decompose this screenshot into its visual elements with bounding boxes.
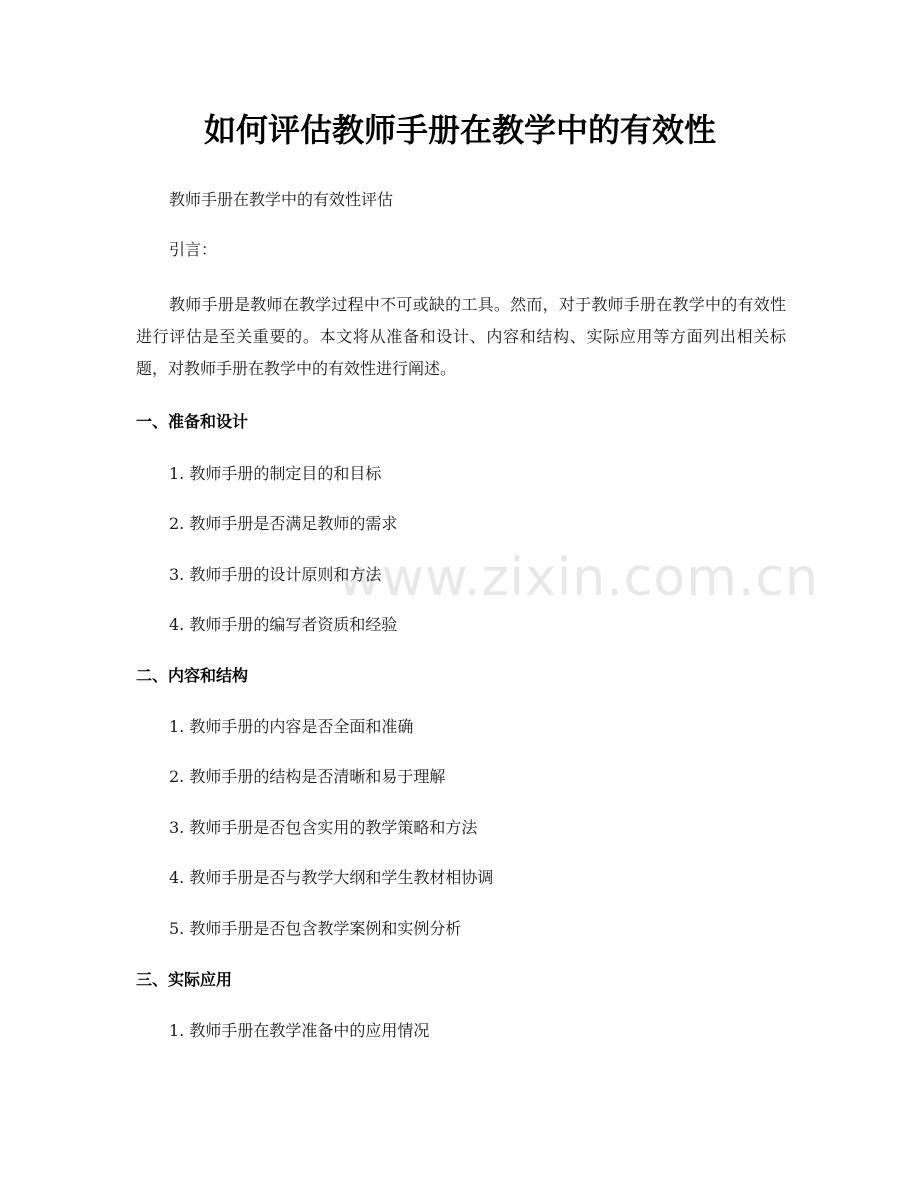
list-item: 1. 教师手册的制定目的和目标 — [169, 464, 382, 483]
list-item: 4. 教师手册是否与教学大纲和学生教材相协调 — [169, 868, 494, 887]
list-item: 2. 教师手册的结构是否清晰和易于理解 — [169, 767, 446, 786]
list-item: 1. 教师手册在教学准备中的应用情况 — [169, 1021, 430, 1040]
list-item: 1. 教师手册的内容是否全面和准确 — [169, 717, 414, 736]
document-title: 如何评估教师手册在教学中的有效性 — [203, 111, 716, 149]
section-heading-content: 二、内容和结构 — [136, 666, 249, 685]
list-item: 3. 教师手册的设计原则和方法 — [169, 565, 382, 584]
section-heading-preparation: 一、准备和设计 — [136, 412, 249, 431]
document-subtitle: 教师手册在教学中的有效性评估 — [169, 190, 394, 209]
list-item: 2. 教师手册是否满足教师的需求 — [169, 514, 398, 533]
list-item: 4. 教师手册的编写者资质和经验 — [169, 615, 398, 634]
list-item: 5. 教师手册是否包含教学案例和实例分析 — [169, 919, 462, 938]
list-item: 3. 教师手册是否包含实用的教学策略和方法 — [169, 818, 478, 837]
section-heading-application: 三、实际应用 — [136, 970, 233, 989]
intro-paragraph: 教师手册是教师在教学过程中不可或缺的工具。然而，对于教师手册在教学中的有效性进行评估是至关重要的。本文将从准备和设计、内容和结构、实际应用等方面列出相关标题，对教师手册在教学中的有效性进行阐述。 — [136, 295, 786, 378]
watermark: www.zixin.com.cn — [338, 548, 819, 608]
intro-label: 引言： — [169, 240, 218, 259]
